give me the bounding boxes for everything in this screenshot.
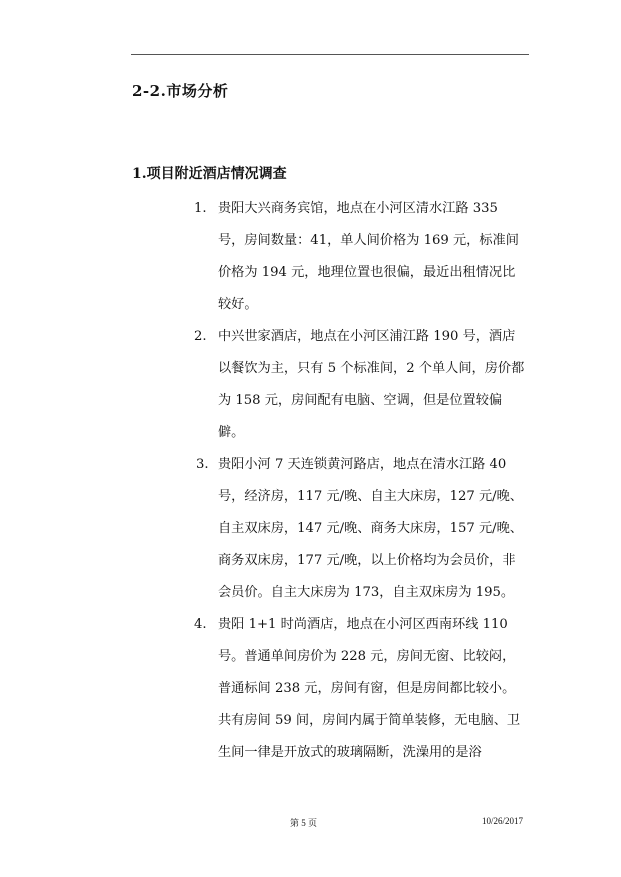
list-item — [132, 321, 532, 449]
footer-date: 10/26/2017 — [482, 816, 524, 826]
header-rule — [131, 54, 529, 55]
subsection-title: 1.项目附近酒店情况调查 — [132, 166, 287, 182]
list-item-number: 2. — [194, 329, 207, 344]
section-title: 2-2.市场分析 — [132, 82, 229, 100]
hotel-survey-list — [132, 193, 532, 769]
list-item-text: 贵阳小河 7 天连锁黄河路店，地点在清水江路 40 号，经济房，117 元/晚、自主大床房，127 元/晚、自主双床房，147 元/晚、商务大床房，157 元/晚、商务双床房，177 元/晚，以上价格均为会员价，非会员价。自主大床房为 173，自主双床房为 195。 — [218, 457, 523, 600]
footer-page-number: 第 5 页 — [290, 818, 318, 828]
list-item — [132, 609, 532, 769]
list-item-number: 4. — [194, 617, 207, 632]
list-item-text: 贵阳 1+1 时尚酒店，地点在小河区西南环线 110 号。普通单间房价为 228 元，房间无窗、比较闷，普通标间 238 元，房间有窗，但是房间都比较小。共有房间 59 间，房间内属于简单装修，无电脑、卫生间一律是开放式的玻璃隔断，洗澡用的是浴 — [218, 617, 521, 760]
list-item — [132, 449, 532, 609]
list-item-text: 贵阳大兴商务宾馆，地点在小河区清水江路 335 号，房间数量：41，单人间价格为 169 元，标准间价格为 194 元，地理位置也很偏，最近出租情况比较好。 — [218, 201, 519, 312]
list-item-number: 3. — [196, 457, 209, 472]
list-item-text: 中兴世家酒店，地点在小河区浦江路 190 号，酒店以餐饮为主，只有 5 个标准间，2 个单人间，房价都为 158 元，房间配有电脑、空调，但是位置较偏僻。 — [218, 329, 525, 440]
list-item — [132, 193, 532, 321]
list-item-number: 1. — [194, 201, 207, 216]
